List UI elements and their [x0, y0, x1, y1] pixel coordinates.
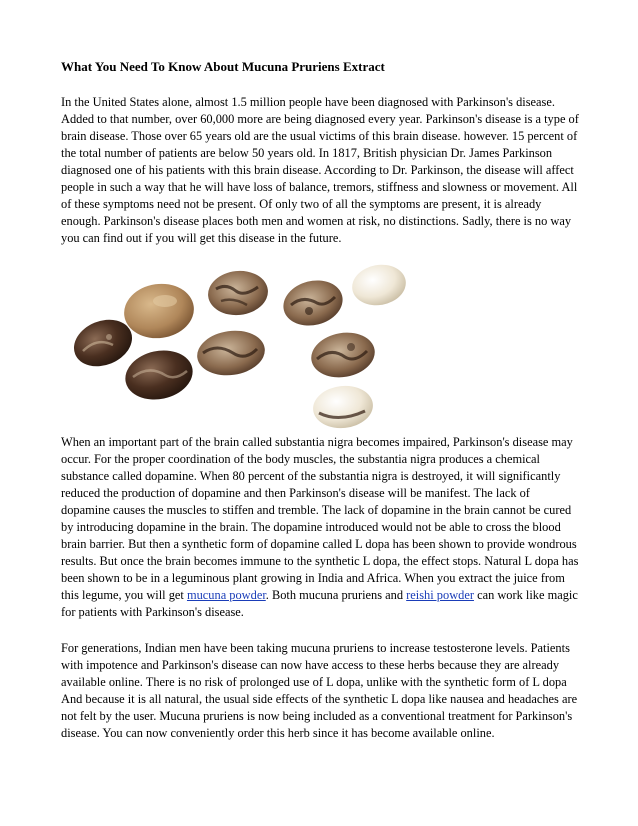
seed-white-top — [349, 261, 409, 310]
mucuna-powder-link[interactable]: mucuna powder — [186, 588, 266, 602]
mucuna-seeds-image — [61, 259, 411, 437]
paragraph-dopamine-text-c: can work like magic for patients with Parkinson's disease. — [61, 588, 578, 619]
seed-white-bottom — [311, 383, 375, 431]
paragraph-testosterone: For generations, Indian men have been taking mucuna pruriens to increase testosterone levels. Patients with impotence and Parkinson's disease can now have access to these herbs because they are already available online. There is no risk of prolonged use of L dopa, unlike with the synthetic form of L dopa And because it is all natural, the usual side effects of the synthetic L dopa like nausea and headaches are not felt by the user. Mucuna pruriens is now being included as a conventional treatment for Parkinson's disease. You can now conveniently order this herb since it has become available online. — [61, 641, 578, 740]
seed-speckled-lower-right — [308, 328, 379, 382]
seed-speckled-top — [206, 268, 270, 318]
page-title: What You Need To Know About Mucuna Pruriens Extract — [61, 59, 385, 74]
paragraph-intro: In the United States alone, almost 1.5 million people have been diagnosed with Parkinson's disease. Added to that number, over 60,000 more are being diagnosed every year. Parkinson's disease is a type of brain disease. Those over 65 years old are the usual victims of this brain disease. however. 15 percent of the total number of patients are below 50 years old. In 1817, British physician Dr. James Parkinson diagnosed one of his patients with this brain disease. According to Dr. Parkinson, the disease will affect people in such a way that he will have loss of balance, tremors, stiffness and slowness or movement. All of these symptoms need not be present. Of only two of all the symptoms are present, it is already enough. Parkinson's disease places both men and women at risk, no distinctions. Sadly, there is no way you can find out if you will get this disease in the future. — [61, 95, 579, 245]
paragraph-dopamine — [61, 434, 581, 621]
paragraph-dopamine-text-a: When an important part of the brain called substantia nigra becomes impaired, Parkinson's disease may occur. For the proper coordination of the body muscles, the substantia nigra produces a chemical substance called dopamine. When 80 percent of the substantia nigra is destroyed, it will significantly reduced the production of dopamine and then Parkinson's disease will be manifest. The lack of dopamine causes the muscles to stiffen and tremble. The lack of dopamine in the brain cannot be cured by introducing dopamine in the brain. The dopamine introduced would not be able to cross the blood brain barrier. But then a synthetic form of dopamine called L dopa has been shown to provide wondrous results. But once the brain becomes immune to the synthetic L dopa, the effect stops. Natural L dopa has been shown to be in a leguminous plant growing in India and Africa. When you extract the juice from this legume, you will get — [61, 435, 579, 602]
seed-speckled-right — [279, 274, 348, 331]
reishi-powder-link[interactable]: reishi powder — [406, 588, 474, 602]
seed-speckled-center — [194, 326, 267, 379]
seed-tan-large — [121, 279, 198, 342]
seed-dark-lower — [121, 344, 197, 405]
paragraph-dopamine-text-b: . Both mucuna pruriens and — [265, 588, 407, 602]
